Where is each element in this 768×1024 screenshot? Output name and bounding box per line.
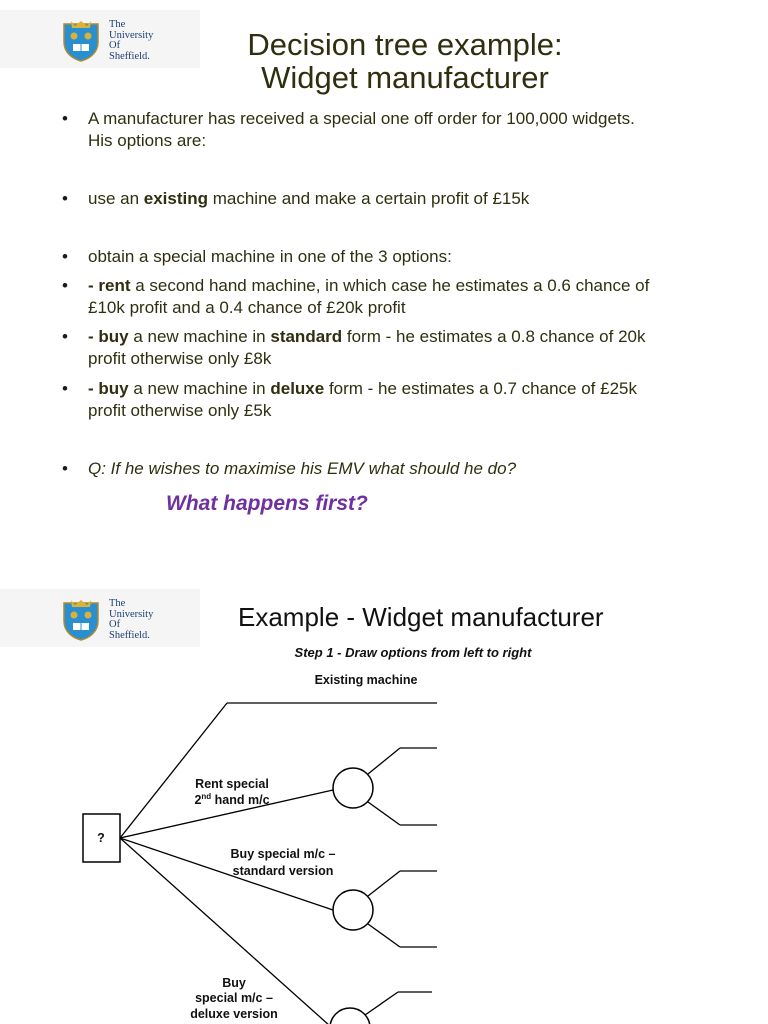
chance-node-rent: [333, 768, 373, 808]
bullet-existing-machine: use an existing machine and make a certain profit of £15k: [88, 189, 530, 208]
decision-node-label: ?: [97, 831, 105, 845]
outcome-branch: [368, 802, 400, 825]
bullet-marker: •: [62, 459, 68, 478]
chance-node-deluxe: [330, 1008, 370, 1024]
slide-title: Decision tree example: Widget manufacturer: [247, 27, 563, 95]
bullet-marker: •: [62, 247, 68, 266]
bullet-marker: •: [62, 379, 68, 398]
decision-tree-diagram: [0, 585, 768, 1024]
outcome-branch: [368, 748, 400, 774]
bullet-rent-option: - rent a second hand machine, in which case he estimates a 0.6 chance of £10k profit and a 0.4 chance of £20k profit: [88, 276, 650, 317]
what-happens-first-prompt: What happens first?: [166, 492, 368, 515]
bullet-marker: •: [62, 109, 68, 128]
slide-widget-manufacturer-tree: [0, 585, 768, 1024]
bullet-special-machine: obtain a special machine in one of the 3 options:: [88, 247, 452, 266]
label-standard-line2: standard version: [232, 864, 334, 878]
label-rent-line1: Rent special: [195, 777, 269, 791]
bullet-question: Q: If he wishes to maximise his EMV what should he do?: [88, 459, 517, 478]
label-standard-line1: Buy special m/c –: [230, 847, 336, 861]
label-deluxe-line1: Buy: [222, 976, 246, 990]
bullet-buy-standard-option: - buy a new machine in standard form - he estimates a 0.8 chance of 20k profit otherwise only £8k: [88, 327, 646, 368]
label-deluxe-line2: special m/c –: [195, 991, 273, 1005]
step-caption: Step 1 - Draw options from left to right: [294, 645, 532, 660]
university-name: The University Of Sheffield.: [109, 598, 154, 641]
slide-title: Example - Widget manufacturer: [238, 602, 604, 632]
bullet-marker: •: [62, 276, 68, 295]
bullet-marker: •: [62, 189, 68, 208]
label-rent-line2: 2nd hand m/c: [194, 792, 270, 807]
outcome-branch: [368, 871, 400, 896]
chance-node-standard: [333, 890, 373, 930]
label-existing-machine: Existing machine: [314, 673, 418, 687]
label-deluxe-line3: deluxe version: [190, 1007, 278, 1021]
bullet-order-description: A manufacturer has received a special one off order for 100,000 widgets. His options are:: [88, 109, 635, 150]
outcome-branch: [365, 992, 398, 1015]
university-name: The University Of Sheffield.: [109, 19, 154, 62]
bullet-marker: •: [62, 327, 68, 346]
outcome-branch: [368, 924, 400, 947]
bullet-buy-deluxe-option: - buy a new machine in deluxe form - he estimates a 0.7 chance of £25k profit otherwise only £5k: [88, 379, 637, 420]
